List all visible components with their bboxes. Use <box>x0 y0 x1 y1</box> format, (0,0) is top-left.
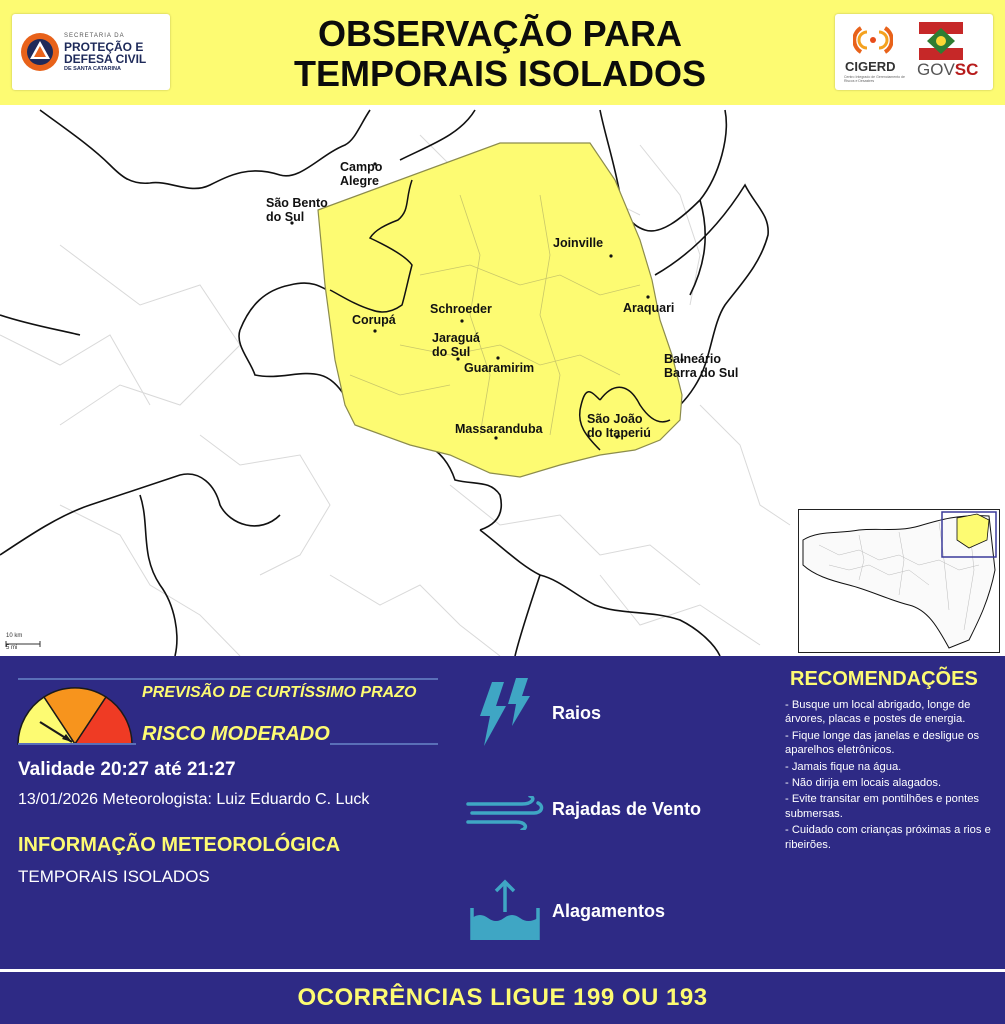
title-line2: TEMPORAIS ISOLADOS <box>293 53 707 94</box>
city-label-corupa: Corupá <box>352 313 396 327</box>
state-inset-map <box>798 509 1000 653</box>
recommendation-item: - Jamais fique na água. <box>785 760 902 773</box>
cigerd-govsc-logo <box>835 14 993 90</box>
city-label-schroeder: Schroeder <box>430 302 492 316</box>
logo-left-line1: SECRETARIA DA <box>64 33 125 39</box>
recommendations-title: RECOMENDAÇÕES <box>790 668 978 690</box>
flood-icon <box>470 878 540 942</box>
city-label-balneario-barra-do-sul: Balneário Barra do Sul <box>664 352 739 380</box>
recommendation-item: - Não dirija em locais alagados. <box>785 777 942 790</box>
city-label-guaramirim: Guaramirim <box>464 361 535 375</box>
cigerd-text: CIGERD <box>845 59 896 74</box>
risk-gauge-icon <box>16 684 134 746</box>
defesa-civil-logo <box>12 14 170 90</box>
hazard-label-raios: Raios <box>552 703 602 723</box>
gauge-divider <box>18 743 136 745</box>
santa-catarina-flag-icon <box>919 22 963 60</box>
gov-suffix: SC <box>954 60 979 79</box>
info-heading: INFORMAÇÃO METEOROLÓGICA <box>18 834 341 856</box>
recommendation-item: - Fique longe das janelas e desligue os aparelhos eletrônicos. <box>785 729 980 757</box>
risk-level-label: RISCO MODERADO <box>142 723 330 745</box>
emergency-footer <box>0 969 1005 1024</box>
wind-icon <box>466 796 544 830</box>
inset-map-shape <box>799 510 998 651</box>
scale-km: 10 km <box>6 633 23 639</box>
defesa-civil-emblem-icon <box>20 32 60 72</box>
info-text: TEMPORAIS ISOLADOS <box>18 867 210 886</box>
city-label-sao-joao-do-itaperiu: São João do Itaperiú <box>587 412 651 440</box>
alert-map <box>0 105 1005 656</box>
city-label-massaranduba: Massaranduba <box>455 422 543 436</box>
header-banner <box>0 0 1005 105</box>
date-meteorologist-text: 13/01/2026 Meteorologista: Luiz Eduardo C. Luck <box>18 791 370 808</box>
lightning-icon <box>474 676 536 750</box>
hazard-label-alagamentos: Alagamentos <box>552 901 666 921</box>
recommendation-item: - Cuidado com crianças próximas a rios e ribeirões. <box>785 824 991 851</box>
panel-top-divider <box>18 678 438 680</box>
title-line1: OBSERVAÇÃO PARA <box>317 13 683 54</box>
city-label-jaragua-do-sul: Jaraguá do Sul <box>432 331 480 359</box>
gov-prefix: GOV <box>917 60 955 79</box>
logo-left-line2: PROTEÇÃO E DEFESA CIVIL <box>64 40 147 66</box>
scale-mi: 5 mi <box>6 645 18 651</box>
emergency-phone-text: OCORRÊNCIAS LIGUE 199 OU 193 <box>297 984 708 1011</box>
hazard-label-rajadas-de-vento: Rajadas de Vento <box>552 799 702 819</box>
recommendations-list <box>785 698 995 854</box>
page-title <box>200 14 800 94</box>
logo-left-line3: DE SANTA CATARINA <box>64 66 121 72</box>
validity-text: Validade 20:27 até 21:27 <box>18 759 236 780</box>
city-label-sao-bento-do-sul: São Bento do Sul <box>266 196 328 224</box>
govsc-text <box>917 60 978 80</box>
cigerd-subtitle: Centro Integrado de Gerenciamento de Riscos e Desastres <box>844 75 905 83</box>
info-panel <box>0 656 1005 969</box>
risk-divider <box>330 743 438 745</box>
cigerd-signal-icon <box>853 22 893 56</box>
city-label-araquari: Araquari <box>623 301 675 315</box>
city-label-joinville: Joinville <box>553 236 604 250</box>
forecast-type-label: PREVISÃO DE CURTÍSSIMO PRAZO <box>142 684 417 701</box>
city-label-campo-alegre: Campo Alegre <box>340 160 383 188</box>
recommendation-item: - Evite transitar em pontilhões e pontes submersas. <box>785 793 980 820</box>
map-scale <box>6 633 22 651</box>
recommendation-item: - Busque um local abrigado, longe de árvores, placas e postes de energia. <box>785 699 971 726</box>
